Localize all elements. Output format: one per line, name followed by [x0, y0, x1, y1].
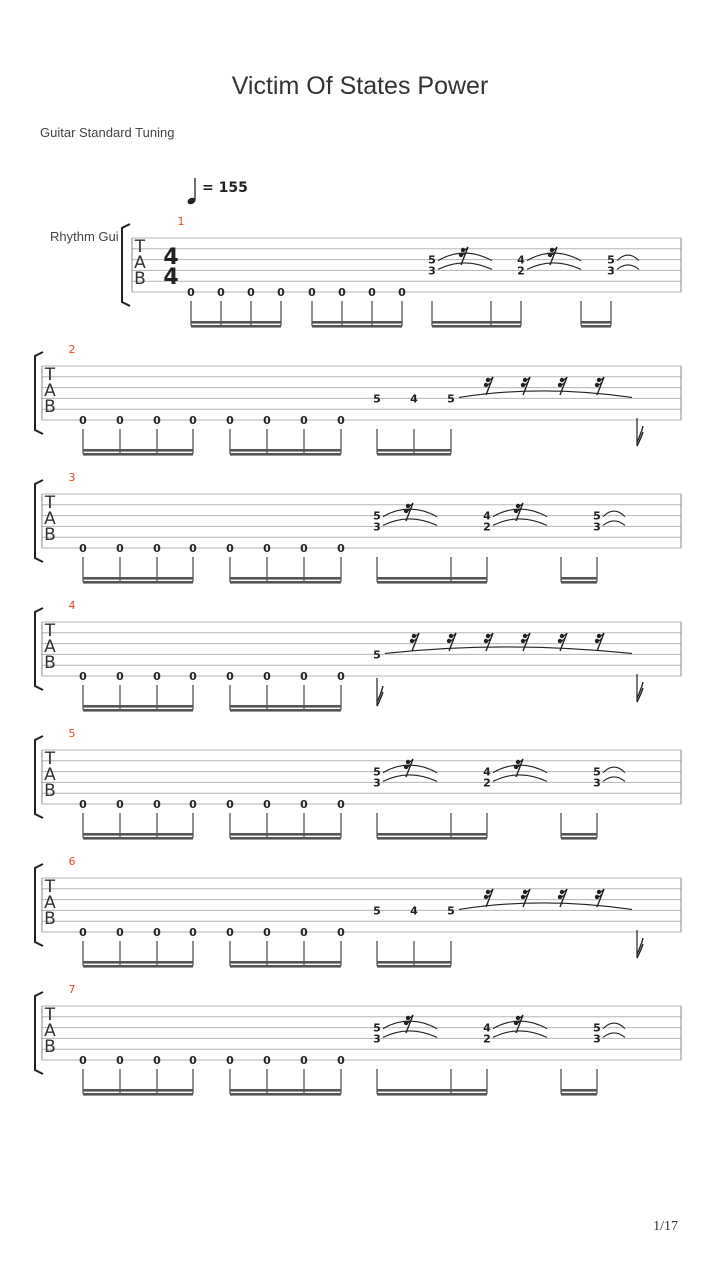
fret-number: 0	[153, 926, 161, 939]
beam	[191, 321, 281, 324]
fret-number: 5	[373, 1021, 381, 1035]
beam	[377, 837, 487, 840]
tab-letter: T	[44, 493, 56, 513]
fret-number: 3	[593, 520, 601, 534]
tempo-value: = 155	[202, 180, 248, 196]
fret-number: 0	[153, 670, 161, 683]
beam	[230, 709, 341, 712]
fret-number: 0	[263, 542, 271, 555]
fret-number: 3	[373, 776, 381, 790]
beam	[83, 1093, 193, 1096]
tab-letter: B	[44, 653, 56, 673]
beam	[377, 449, 451, 452]
tab-letter: B	[44, 909, 56, 929]
fret-number: 0	[300, 926, 308, 939]
tie-arc	[383, 775, 437, 782]
fret-number: 0	[153, 798, 161, 811]
beam	[230, 1093, 341, 1096]
fret-number: 0	[308, 286, 316, 299]
tab-letter: T	[44, 621, 56, 641]
fret-number: 0	[189, 926, 197, 939]
beam	[377, 965, 451, 968]
beam	[377, 961, 451, 964]
tab-letter: B	[44, 397, 56, 417]
fret-number: 3	[373, 1032, 381, 1046]
tie-arc	[603, 1033, 625, 1038]
beam	[230, 453, 341, 456]
measure-number: 3	[68, 471, 76, 484]
fret-number: 0	[263, 798, 271, 811]
fret-number: 5	[607, 253, 615, 267]
fret-number: 5	[428, 253, 436, 267]
fret-number: 0	[226, 1054, 234, 1067]
beam	[191, 325, 281, 328]
fret-number: 0	[116, 414, 124, 427]
fret-number: 0	[300, 1054, 308, 1067]
song-title: Victim Of States Power	[231, 72, 489, 100]
fret-number: 4	[410, 392, 418, 406]
fret-number: 2	[483, 520, 491, 534]
fret-number: 5	[373, 392, 381, 406]
fret-number: 2	[517, 264, 525, 278]
tab-system-7	[35, 983, 681, 1096]
beam	[83, 449, 193, 452]
beam	[561, 1089, 597, 1092]
fret-number: 0	[337, 542, 345, 555]
fret-number: 0	[226, 670, 234, 683]
fret-number: 3	[607, 264, 615, 278]
beam	[83, 709, 193, 712]
beam	[561, 577, 597, 580]
fret-number: 0	[338, 286, 346, 299]
fret-number: 0	[300, 798, 308, 811]
fret-number: 0	[300, 414, 308, 427]
tab-letter: T	[44, 1005, 56, 1025]
tie-arc	[383, 1031, 437, 1038]
tab-letter: T	[44, 749, 56, 769]
fret-number: 0	[337, 670, 345, 683]
beam	[377, 833, 487, 836]
page-number: 1/17	[653, 1219, 678, 1234]
beam	[561, 1093, 597, 1096]
beam	[83, 1089, 193, 1092]
instrument-name: Rhythm Gui	[50, 229, 119, 244]
fret-number: 5	[593, 1021, 601, 1035]
tab-letter: A	[44, 893, 56, 913]
beam	[230, 705, 341, 708]
tie-arc	[383, 519, 437, 526]
beam	[561, 833, 597, 836]
beam	[561, 581, 597, 584]
fret-number: 0	[153, 542, 161, 555]
beam	[230, 833, 341, 836]
beam	[83, 581, 193, 584]
fret-number: 0	[153, 414, 161, 427]
fret-number: 0	[79, 798, 87, 811]
tie-arc	[493, 1031, 547, 1038]
beam	[230, 581, 341, 584]
tie-arc	[493, 519, 547, 526]
tab-letter: A	[44, 1021, 56, 1041]
tie-arc	[459, 391, 632, 398]
fret-number: 5	[593, 509, 601, 523]
beam	[83, 965, 193, 968]
beam	[377, 1093, 487, 1096]
fret-number: 0	[189, 798, 197, 811]
fret-number: 0	[116, 798, 124, 811]
fret-number: 0	[189, 1054, 197, 1067]
fret-number: 0	[263, 414, 271, 427]
fret-number: 0	[116, 542, 124, 555]
tab-system-2	[35, 343, 681, 456]
beam	[83, 705, 193, 708]
beam	[312, 321, 402, 324]
tab-letter: T	[44, 365, 56, 385]
fret-number: 0	[226, 926, 234, 939]
fret-number: 0	[337, 798, 345, 811]
measure-number: 7	[68, 983, 76, 996]
tie-arc	[617, 265, 639, 270]
beam	[83, 577, 193, 580]
fret-number: 0	[300, 542, 308, 555]
fret-number: 0	[226, 542, 234, 555]
fret-number: 0	[368, 286, 376, 299]
fret-number: 0	[79, 926, 87, 939]
beam	[377, 581, 487, 584]
beam	[581, 325, 611, 328]
beam	[432, 325, 521, 328]
fret-number: 4	[483, 509, 491, 523]
fret-number: 0	[263, 926, 271, 939]
fret-number: 0	[263, 670, 271, 683]
fret-number: 5	[447, 904, 455, 918]
fret-number: 0	[300, 670, 308, 683]
beam	[83, 453, 193, 456]
beam	[83, 833, 193, 836]
fret-number: 0	[79, 414, 87, 427]
fret-number: 5	[447, 392, 455, 406]
fret-number: 0	[226, 414, 234, 427]
measure-number: 1	[177, 215, 185, 228]
beam	[230, 837, 341, 840]
fret-number: 2	[483, 776, 491, 790]
tab-letter: A	[44, 637, 56, 657]
measure-number: 6	[68, 855, 76, 868]
fret-number: 0	[79, 542, 87, 555]
fret-number: 0	[116, 1054, 124, 1067]
tab-system-3	[35, 471, 681, 584]
time-signature-top: 4	[163, 245, 179, 270]
beam	[230, 449, 341, 452]
tab-letter: A	[44, 381, 56, 401]
system-bracket	[122, 224, 130, 306]
fret-number: 0	[277, 286, 285, 299]
tab-letter: T	[44, 877, 56, 897]
fret-number: 0	[189, 414, 197, 427]
fret-number: 5	[593, 765, 601, 779]
tie-arc	[493, 775, 547, 782]
fret-number: 5	[373, 509, 381, 523]
tab-letter: B	[44, 525, 56, 545]
beam	[312, 325, 402, 328]
beam	[230, 965, 341, 968]
fret-number: 0	[116, 926, 124, 939]
tab-system-4	[35, 599, 681, 712]
fret-number: 0	[337, 1054, 345, 1067]
fret-number: 0	[217, 286, 225, 299]
tie-arc	[385, 647, 632, 654]
tab-system-1	[122, 215, 681, 328]
beam	[377, 577, 487, 580]
beam	[230, 961, 341, 964]
fret-number: 5	[373, 648, 381, 662]
time-signature-bottom: 4	[163, 265, 179, 290]
fret-number: 0	[187, 286, 195, 299]
tie-arc	[603, 521, 625, 526]
beam	[230, 577, 341, 580]
tie-arc	[459, 903, 632, 910]
fret-number: 0	[79, 670, 87, 683]
tab-system-6	[35, 855, 681, 968]
beam	[432, 321, 521, 324]
fret-number: 5	[373, 904, 381, 918]
beam	[83, 837, 193, 840]
beam	[561, 837, 597, 840]
tab-system-5	[35, 727, 681, 840]
beam	[83, 961, 193, 964]
fret-number: 0	[189, 542, 197, 555]
fret-number: 0	[79, 1054, 87, 1067]
fret-number: 0	[116, 670, 124, 683]
tab-letter: A	[44, 765, 56, 785]
fret-number: 0	[189, 670, 197, 683]
fret-number: 2	[483, 1032, 491, 1046]
fret-number: 0	[153, 1054, 161, 1067]
beam	[230, 1089, 341, 1092]
beam	[581, 321, 611, 324]
tab-letter: B	[44, 1037, 56, 1057]
tie-arc	[527, 263, 581, 270]
measure-number: 5	[68, 727, 76, 740]
tab-letter: B	[44, 781, 56, 801]
fret-number: 3	[428, 264, 436, 278]
fret-number: 0	[226, 798, 234, 811]
fret-number: 4	[410, 904, 418, 918]
tie-arc	[603, 777, 625, 782]
fret-number: 0	[247, 286, 255, 299]
fret-number: 3	[593, 1032, 601, 1046]
measure-number: 4	[68, 599, 76, 612]
tuning-label: Guitar Standard Tuning	[40, 125, 175, 140]
fret-number: 4	[483, 1021, 491, 1035]
measure-number: 2	[68, 343, 76, 356]
fret-number: 3	[593, 776, 601, 790]
fret-number: 0	[263, 1054, 271, 1067]
beam	[377, 1089, 487, 1092]
fret-number: 0	[337, 926, 345, 939]
tab-letter: A	[44, 509, 56, 529]
fret-number: 4	[483, 765, 491, 779]
fret-number: 4	[517, 253, 525, 267]
tab-letter: T	[134, 237, 146, 257]
fret-number: 3	[373, 520, 381, 534]
fret-number: 0	[398, 286, 406, 299]
tab-letter: B	[134, 269, 146, 289]
beam	[377, 453, 451, 456]
tab-letter: A	[134, 253, 146, 273]
fret-number: 5	[373, 765, 381, 779]
fret-number: 0	[337, 414, 345, 427]
tie-arc	[438, 263, 492, 270]
